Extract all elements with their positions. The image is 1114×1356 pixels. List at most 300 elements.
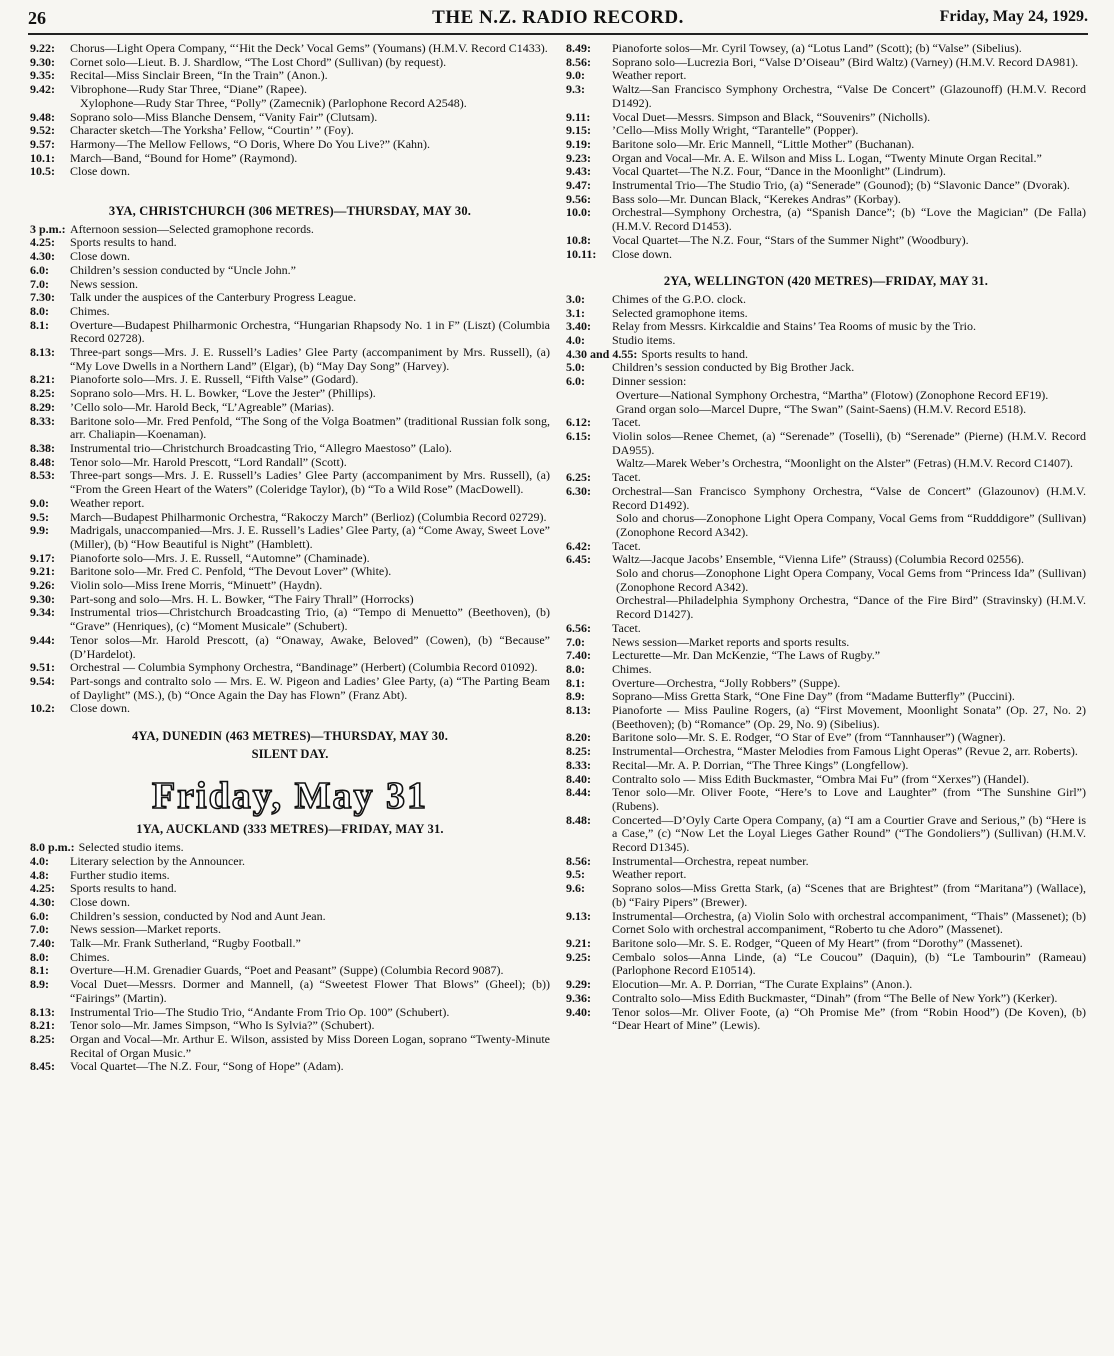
program-entry (566, 855, 1086, 869)
entry-time: 9.25: (566, 949, 591, 964)
entry-time: 5.0: (566, 360, 585, 375)
entry-text: March—Band, “Bound for Home” (Raymond). (70, 150, 298, 165)
entry-time: 8.25: (30, 386, 55, 401)
entry-text: Baritone solo—Mr. Eric Mannell, “Little Mother” (Buchanan). (612, 136, 915, 151)
entry-text: Close down. (70, 701, 130, 716)
program-entry (566, 745, 1086, 759)
entries-2ya-friday (566, 293, 1086, 1033)
entry-time: 6.42: (566, 538, 591, 553)
entry-time: 8.0: (30, 303, 49, 318)
program-entry (566, 786, 1086, 813)
program-entry (30, 124, 550, 138)
program-entry (30, 702, 550, 716)
header-rule (28, 33, 1088, 35)
program-entry (566, 124, 1086, 138)
program-entry (566, 1006, 1086, 1033)
entry-text: ’Cello solo—Mr. Harold Beck, “L’Agreable” (Marias). (70, 399, 335, 414)
program-sub-item: Solo and chorus—Zonophone Light Opera Company, Vocal Gems from “Rudddigore” (Sullivan) (Zonophone Record A342). (616, 511, 1086, 539)
entry-time: 9.9: (30, 523, 49, 538)
entry-text: Chimes of the G.P.O. clock. (612, 291, 746, 306)
program-entry (30, 264, 550, 278)
entry-time: 9.34: (30, 605, 55, 620)
program-entry (566, 882, 1086, 909)
program-entry (30, 223, 550, 237)
entry-time: 8.0: (30, 949, 49, 964)
entry-text: Baritone solo—Mr. Fred C. Penfold, “The Devout Lover” (White). (70, 564, 392, 579)
entry-text: Afternoon session—Selected gramophone records. (70, 221, 314, 236)
program-entry (30, 951, 550, 965)
entry-text: Vibrophone—Rudy Star Three, “Diane” (Rapee). (70, 82, 307, 97)
entry-text: Chimes. (70, 949, 110, 964)
entry-text: Waltz—Jacque Jacobs’ Ensemble, “Vienna Life” (Strauss) (Columbia Record 02556). (612, 552, 1024, 567)
entry-time: 4.0: (30, 853, 49, 868)
entry-text: Instrumental—Orchestra, repeat number. (612, 853, 809, 868)
entry-time: 9.29: (566, 977, 591, 992)
entry-time: 8.53: (30, 468, 55, 483)
program-entry (30, 1060, 550, 1074)
program-entry (566, 83, 1086, 110)
entry-time: 8.29: (30, 399, 55, 414)
entry-time: 8.40: (566, 771, 591, 786)
program-entry (30, 291, 550, 305)
entry-text: Tacet. (612, 620, 641, 635)
entry-time: 3 p.m.: (30, 221, 66, 236)
entry-text: Waltz—San Francisco Symphony Orchestra, “Valse De Concert” (Glazounoff) (H.M.V. Record D1492). (612, 82, 1086, 110)
entry-time: 6.0: (30, 262, 49, 277)
entry-time: 8.56: (566, 54, 591, 69)
entry-time: 4.30: (30, 894, 55, 909)
entry-text: Tacet. (612, 538, 641, 553)
program-entry (30, 401, 550, 415)
entry-time: 8.44: (566, 785, 591, 800)
program-entry (30, 83, 550, 97)
entry-time: 6.30: (566, 483, 591, 498)
entry-time: 7.30: (30, 290, 55, 305)
entry-time: 9.23: (566, 150, 591, 165)
entry-text: Orchestral—Symphony Orchestra, (a) “Spanish Dance”; (b) “Love the Magician” (De Falla) (H.M.V. Record D1453). (612, 205, 1086, 234)
program-entry (30, 896, 550, 910)
entry-text: Children’s session conducted by Big Brother Jack. (612, 360, 855, 375)
program-entry (566, 165, 1086, 179)
entry-text: Instrumental—Orchestra, “Master Melodies from Famous Light Operas” (Revue 2, arr. Roberts). (612, 744, 1078, 759)
program-entry (30, 373, 550, 387)
program-entry (566, 731, 1086, 745)
entry-time: 7.0: (566, 634, 585, 649)
entry-time: 9.52: (30, 123, 55, 138)
program-entry (30, 346, 550, 373)
section-heading-1ya: 1YA, AUCKLAND (333 METRES)—FRIDAY, MAY 31. (136, 822, 444, 837)
entry-text: Instrumental trio—Christchurch Broadcasting Trio, “Allegro Maestoso” (Lalo). (70, 440, 452, 455)
entry-time: 9.43: (566, 164, 591, 179)
program-entry (30, 923, 550, 937)
entry-time: 7.0: (30, 922, 49, 937)
entry-time: 9.22: (30, 41, 55, 55)
entry-text: Further studio items. (70, 867, 170, 882)
entry-text: Tacet. (612, 470, 641, 485)
program-entry (30, 524, 550, 551)
entry-time: 7.0: (30, 276, 49, 291)
entry-text: Elocution—Mr. A. P. Dorrian, “The Curate Explains” (Anon.). (612, 977, 913, 992)
entry-text: Tacet. (612, 415, 641, 430)
entry-text: Contralto solo — Miss Edith Buckmaster, “Ombra Mai Fu” (from “Xerxes”) (Handel). (612, 771, 1030, 786)
entry-text: Chorus—Light Opera Company, “‘Hit the Deck’ Vocal Gems” (Youmans) (H.M.V. Record C1433). (70, 41, 548, 55)
entry-text: Weather report. (612, 867, 687, 882)
entry-text: Soprano solo—Mrs. H. L. Bowker, “Love the Jester” (Phillips). (70, 386, 376, 401)
entry-text: Three-part songs—Mrs. J. E. Russell’s Ladies’ Glee Party (accompaniment by Mrs. Russell), (a) “My Love Dwells in a Northern Land” (Elgar), (b) “May Day Song” (Harvey). (70, 345, 550, 373)
entries-1ya-thursday-continued (30, 42, 550, 179)
entry-time: 9.44: (30, 632, 55, 647)
entry-text: Tenor solo—Mr. James Simpson, “Who Is Sylvia?” (Schubert). (70, 1018, 375, 1033)
program-entry (566, 138, 1086, 152)
entry-text: Instrumental Trio—The Studio Trio, (a) “Senerade” (Gounod); (b) “Slavonic Dance” (Dvorak). (612, 178, 1070, 193)
entry-text: Instrumental trios—Christchurch Broadcasting Trio, (a) “Tempo di Menuetto” (Beethoven), (b) “Grave” (Henriques), (c) “Moment Musicale” (Schubert). (70, 605, 550, 634)
entry-text: Tenor solo—Mr. Oliver Foote, “Here’s to Love and Laughter” (from “The Sunshine Girl”) (Rubens). (612, 785, 1086, 813)
entry-text: News session. (70, 276, 138, 291)
program-entry (30, 869, 550, 883)
entry-text: Cembalo solos—Anna Linde, (a) “Le Coucou” (Daquin), (b) “Le Tambourin” (Rameau) (Parlophone Record E10514). (612, 949, 1086, 978)
program-entry (566, 951, 1086, 978)
entry-text: Vocal Quartet—The N.Z. Four, “Dance in the Moonlight” (Lindrum). (612, 164, 946, 179)
entry-time: 4.25: (30, 235, 55, 250)
entry-text: Baritone solo—Mr. S. E. Rodger, “O Star of Eve” (from “Tannhauser”) (Wagner). (612, 730, 1006, 745)
entry-time: 8.13: (30, 345, 55, 360)
program-entry (566, 540, 1086, 554)
program-entry (30, 415, 550, 442)
entry-time: 9.48: (30, 109, 55, 124)
entry-time: 8.0 p.m.: (30, 840, 75, 855)
entry-text: Weather report. (70, 495, 145, 510)
program-entry (566, 334, 1086, 348)
program-entry (30, 152, 550, 166)
entry-text: Instrumental—Orchestra, (a) Violin Solo with orchestral accompaniment, “Thais” (Massenet); (b) Cornet Solo with orchestral accompaniment, “Roberto tu che Adoro” (Massenet). (612, 908, 1086, 937)
entry-text: Vocal Quartet—The N.Z. Four, “Stars of the Summer Night” (Woodbury). (612, 232, 969, 247)
program-entry (566, 152, 1086, 166)
entry-text: Lecturette—Mr. Dan McKenzie, “The Laws of Rugby.” (612, 648, 881, 663)
program-entry (30, 1006, 550, 1020)
program-entry (30, 593, 550, 607)
entry-time: 6.12: (566, 415, 591, 430)
entry-text: Sports results to hand. (70, 881, 177, 896)
entries-1ya-friday-continued (566, 42, 1086, 261)
program-sub-item: Overture—National Symphony Orchestra, “Martha” (Flotow) (Zonophone Record EF19). (616, 387, 1049, 402)
entry-time: 9.36: (566, 990, 591, 1005)
entry-text: Soprano solo—Lucrezia Bori, “Valse D’Oiseau” (Bird Waltz) (Varney) (H.M.V. Record DA981). (612, 54, 1079, 69)
entry-time: 8.21: (30, 372, 55, 387)
entry-time: 8.20: (566, 730, 591, 745)
program-entry (566, 937, 1086, 951)
entry-time: 8.48: (566, 812, 591, 827)
entry-time: 10.11: (566, 246, 597, 261)
entry-time: 8.13: (566, 703, 591, 718)
entry-text: Baritone solo—Mr. S. E. Rodger, “Queen of My Heart” (from “Dorothy” (Massenet). (612, 936, 1023, 950)
program-entry (566, 773, 1086, 787)
entry-text: Close down. (70, 164, 130, 179)
entry-time: 6.56: (566, 620, 591, 635)
entry-time: 6.45: (566, 552, 591, 567)
entry-text: Pianoforte solo—Mrs. J. E. Russell, “Automne” (Chaminade). (70, 550, 370, 565)
entry-text: March—Budapest Philharmonic Orchestra, “Rakoczy March” (Berlioz) (Columbia Record 02729). (70, 509, 547, 524)
program-entry (566, 56, 1086, 70)
program-entry (30, 634, 550, 661)
entry-time: 6.15: (566, 428, 591, 443)
program-entry (30, 42, 550, 56)
entry-text: Recital—Miss Sinclair Breen, “In the Train” (Anon.). (70, 68, 328, 83)
entry-text: Vocal Duet—Messrs. Dormer and Mannell, (a) “Sweetest Flower That Blows” (Gheel); (b)) “Fairings” (Martin). (70, 977, 550, 1005)
entry-text: Vocal Quartet—The N.Z. Four, “Song of Hope” (Adam). (70, 1059, 344, 1074)
left-column (30, 42, 550, 1074)
entry-text: Pianoforte solos—Mr. Cyril Towsey, (a) “Lotus Land” (Scott); (b) “Valse” (Sibelius). (612, 41, 1022, 55)
program-entry (566, 361, 1086, 375)
entry-time: 8.9: (566, 689, 585, 704)
entries-3ya-thursday (30, 223, 550, 716)
program-sub-item: Xylophone—Rudy Star Three, “Polly” (Zamecnik) (Parlophone Record A2548). (80, 95, 467, 110)
entry-text: Madrigals, unaccompanied—Mrs. J. E. Russell’s Ladies’ Glee Party, (a) “Come Away, Sweet Love” (Miller), (b) “How Beautiful is Night” (Hamblett). (70, 523, 550, 551)
program-entry (30, 910, 550, 924)
program-entry (30, 442, 550, 456)
entry-text: Contralto solo—Miss Edith Buckmaster, “Dinah” (from “The Belle of New York”) (Kerker). (612, 990, 1058, 1005)
program-entry (566, 868, 1086, 882)
entry-text: Tenor solo—Mr. Harold Prescott, “Lord Randall” (Scott). (70, 454, 347, 469)
right-column (566, 42, 1086, 1033)
entry-time: 7.40: (566, 648, 591, 663)
program-entry (30, 278, 550, 292)
program-entry (566, 375, 1086, 389)
program-entry (30, 69, 550, 83)
entry-time: 8.45: (30, 1059, 55, 1074)
program-entry (30, 1019, 550, 1033)
entry-time: 8.9: (30, 977, 49, 992)
program-entry (30, 138, 550, 152)
entry-time: 6.25: (566, 470, 591, 485)
entry-text: Close down. (612, 246, 672, 261)
section-heading-4ya: 4YA, DUNEDIN (463 METRES)—THURSDAY, MAY 30. (131, 729, 449, 744)
entry-text: Selected studio items. (78, 840, 184, 855)
entry-text: Children’s session, conducted by Nod and Aunt Jean. (70, 908, 326, 923)
entry-time: 10.1: (30, 150, 55, 165)
program-entry (30, 511, 550, 525)
section-heading-2ya: 2YA, WELLINGTON (420 METRES)—FRIDAY, MAY 31. (663, 274, 989, 289)
entry-time: 9.57: (30, 136, 55, 151)
program-entry (30, 250, 550, 264)
entry-time: 8.1: (30, 317, 49, 332)
entry-text: Selected gramophone items. (612, 305, 748, 320)
program-entry (30, 56, 550, 70)
program-entry (566, 42, 1086, 56)
program-entry (30, 469, 550, 496)
entry-time: 8.0: (566, 661, 585, 676)
program-entry (30, 661, 550, 675)
program-entry (566, 348, 1086, 362)
silent-day-note: SILENT DAY. (251, 746, 329, 761)
entry-time: 10.5: (30, 164, 55, 179)
program-sub-item: Grand organ solo—Marcel Dupre, “The Swan” (Saint-Saens) (H.M.V. Record E518). (616, 401, 1027, 416)
program-entry (30, 606, 550, 633)
entry-time: 9.5: (566, 867, 585, 882)
program-entry (30, 552, 550, 566)
program-entry (566, 978, 1086, 992)
entry-text: Part-song and solo—Mrs. H. L. Bowker, “The Fairy Thrall” (Horrocks) (70, 591, 414, 606)
entry-time: 3.40: (566, 319, 591, 334)
entry-time: 7.40: (30, 936, 55, 951)
entry-time: 8.25: (30, 1032, 55, 1046)
program-entry (30, 236, 550, 250)
entry-time: 9.30: (30, 591, 55, 606)
entry-text: Orchestral — Columbia Symphony Orchestra, “Bandinage” (Herbert) (Columbia Record 01092). (70, 660, 538, 675)
entries-1ya-friday (30, 841, 550, 1074)
entry-time: 9.21: (30, 564, 55, 579)
program-entry (566, 649, 1086, 663)
page-header (28, 6, 1088, 32)
entry-text: Literary selection by the Announcer. (70, 853, 245, 868)
entry-time: 9.5: (30, 509, 49, 524)
entry-text: Soprano solos—Miss Gretta Stark, (a) “Scenes that are Brightest” (from “Maritana”) (Wallace), (b) “Fairy Pipers” (Brewer). (612, 881, 1086, 909)
entry-text: Tenor solos—Mr. Oliver Foote, (a) “Oh Promise Me” (from “Robin Hood”) (De Koven), (b) “Dear Heart of Mine” (Lewis). (612, 1004, 1086, 1033)
program-entry (30, 319, 550, 346)
entry-text: Violin solo—Miss Irene Morris, “Minuett” (Haydn). (70, 578, 323, 593)
entry-time: 9.42: (30, 82, 55, 97)
program-entry (30, 579, 550, 593)
entry-time: 8.25: (566, 744, 591, 759)
entry-time: 6.0: (30, 908, 49, 923)
entry-text: Sports results to hand. (70, 235, 177, 250)
program-entry (566, 430, 1086, 457)
entry-text: Baritone solo—Mr. Fred Penfold, “The Song of the Volga Boatmen” (traditional Russian folk song, arr. Chaliapin—Koenaman). (70, 413, 550, 442)
program-entry (566, 111, 1086, 125)
program-entry (566, 622, 1086, 636)
program-entry (566, 814, 1086, 855)
entry-text: Weather report. (612, 68, 687, 83)
program-entry (30, 456, 550, 470)
entry-time: 10.2: (30, 701, 55, 716)
entry-text: Soprano—Miss Gretta Stark, “One Fine Day” (from “Madame Butterfly” (Puccini). (612, 689, 1015, 704)
entry-text: Sports results to hand. (641, 346, 749, 361)
program-entry (566, 193, 1086, 207)
entry-time: 3.0: (566, 291, 585, 306)
entry-text: Cornet solo—Lieut. B. J. Shardlow, “The Lost Chord” (Sullivan) (by request). (70, 54, 447, 69)
entry-text: Overture—Budapest Philharmonic Orchestra, “Hungarian Rhapsody No. 1 in F” (Liszt) (Columbia Record 02728). (70, 317, 550, 346)
entry-time: 9.56: (566, 191, 591, 206)
entry-text: Pianoforte — Miss Pauline Rogers, (a) “First Movement, Moonlight Sonata” (Op. 27, No. 2) (Beethoven); (b) “Romance” (Op. 29, No. 9) (Sibelius). (612, 703, 1086, 731)
program-entry (566, 553, 1086, 567)
page-number: 26 (28, 8, 46, 28)
entry-time: 4.25: (30, 881, 55, 896)
entry-time: 8.56: (566, 853, 591, 868)
entry-text: Overture—Orchestra, “Jolly Robbers” (Suppe). (612, 675, 841, 690)
entry-time: 8.21: (30, 1018, 55, 1033)
entry-time: 4.8: (30, 867, 49, 882)
entry-text: Concerted—D’Oyly Carte Opera Company, (a) “I am a Courtier Grave and Serious,” (b) “Here is a Case,” (c) “Now Let the Loyal Lieges Gather Round” (“The Gondoliers”) (Sullivan) (H.M.V. Record D1345). (612, 812, 1086, 855)
entry-time: 8.49: (566, 41, 591, 55)
day-title: Friday, May 31 (151, 775, 429, 818)
entry-text: Harmony—The Mellow Fellows, “O Doris, Where Do You Live?” (Kahn). (70, 136, 431, 151)
program-sub-item: Solo and chorus—Zonophone Light Opera Company, Vocal Gems from “Princess Ida” (Sullivan) (Zonophone Record A342). (616, 566, 1086, 594)
program-entry (30, 855, 550, 869)
program-entry (566, 910, 1086, 937)
entry-text: News session—Market reports and sports results. (612, 634, 850, 649)
entry-time: 3.1: (566, 305, 585, 320)
entry-time: 9.30: (30, 54, 55, 69)
program-entry (30, 882, 550, 896)
program-entry (30, 497, 550, 511)
entry-text: News session—Market reports. (70, 922, 221, 937)
program-entry (566, 471, 1086, 485)
program-entry (566, 307, 1086, 321)
program-entry (566, 69, 1086, 83)
entry-text: Children’s session conducted by “Uncle John.” (70, 262, 296, 277)
entry-text: Relay from Messrs. Kirkcaldie and Stains’ Tea Rooms of music by the Trio. (612, 319, 977, 334)
program-entry (566, 485, 1086, 512)
entry-time: 9.17: (30, 550, 55, 565)
section-heading-3ya: 3YA, CHRISTCHURCH (306 METRES)—THURSDAY, MAY 30. (108, 204, 472, 219)
program-sub-item: Orchestral—Philadelphia Symphony Orchestra, “Dance of the Fire Bird” (Stravinsky) (H.M.V. Record D1427). (616, 593, 1086, 622)
entry-time: 4.30: (30, 249, 55, 264)
program-entry (30, 111, 550, 125)
entry-text: Soprano solo—Miss Blanche Densem, “Vanity Fair” (Clutsam). (70, 109, 378, 124)
entry-time: 8.48: (30, 454, 55, 469)
entry-time: 9.6: (566, 881, 585, 896)
entry-text: Chimes. (70, 303, 110, 318)
entry-time: 8.13: (30, 1004, 55, 1019)
entry-text: Character sketch—The Yorksha’ Fellow, “Courtin’ ” (Foy). (70, 123, 354, 138)
entry-time: 6.0: (566, 374, 585, 389)
entry-time: 9.19: (566, 136, 591, 151)
issue-date: Friday, May 24, 1929. (939, 8, 1088, 25)
program-entry (30, 937, 550, 951)
program-entry (30, 165, 550, 179)
entry-text: Three-part songs—Mrs. J. E. Russell’s Ladies’ Glee Party (accompaniment by Mrs. Russell), (a) “From the Green Heart of the Waters” (Coleridge Taylor), (b) “To a Wild Rose” (MacDowell). (70, 468, 550, 497)
entry-time: 8.33: (30, 413, 55, 428)
program-entry (566, 206, 1086, 233)
program-entry (566, 677, 1086, 691)
entry-time: 9.13: (566, 908, 591, 923)
program-entry (30, 387, 550, 401)
entry-time: 9.54: (30, 673, 55, 688)
entry-time: 4.0: (566, 333, 585, 348)
program-entry (30, 978, 550, 1005)
program-entry (30, 964, 550, 978)
entry-time: 9.11: (566, 109, 591, 124)
entry-text: Recital—Mr. A. P. Dorrian, “The Three Kings” (Longfellow). (612, 757, 909, 772)
entry-text: Part-songs and contralto solo — Mrs. E. W. Pigeon and Ladies’ Glee Party, (a) “The Parting Beam of Daylight” (MS.), (b) “Once Again the Day has Flown” (Franz Abt). (70, 673, 550, 702)
entry-text: Organ and Vocal—Mr. Arthur E. Wilson, assisted by Miss Doreen Logan, soprano “Twenty-Minute Recital of Organ Music.” (70, 1032, 550, 1060)
entry-time: 8.1: (30, 963, 49, 978)
program-entry (566, 663, 1086, 677)
program-entry (566, 704, 1086, 731)
publication-title: THE N.Z. RADIO RECORD. (432, 7, 684, 28)
entry-time: 9.0: (566, 68, 585, 83)
entry-text: Studio items. (612, 333, 676, 348)
entry-text: Dinner session: (612, 374, 687, 389)
entry-text: Close down. (70, 249, 130, 264)
entry-text: Overture—H.M. Grenadier Guards, “Poet and Peasant” (Suppe) (Columbia Record 9087). (70, 963, 504, 978)
entry-text: Vocal Duet—Messrs. Simpson and Black, “Souvenirs” (Nicholls). (612, 109, 931, 124)
entry-text: Violin solos—Renee Chemet, (a) “Serenade” (Toselli), (b) “Serenade” (Pierne) (H.M.V. Record DA955). (612, 428, 1086, 457)
program-entry (566, 636, 1086, 650)
entry-text: Orchestral—San Francisco Symphony Orchestra, “Valse de Concert” (Glazounov) (H.M.V. Record D1492). (612, 483, 1086, 512)
entry-time: 10.0: (566, 205, 591, 220)
entry-time: 8.33: (566, 757, 591, 772)
entry-time: 9.51: (30, 660, 55, 675)
program-entry (566, 416, 1086, 430)
program-entry (566, 759, 1086, 773)
program-entry (566, 234, 1086, 248)
entry-text: Bass solo—Mr. Duncan Black, “Kerekes Andras” (Korbay). (612, 191, 901, 206)
program-entry (566, 179, 1086, 193)
entry-text: Chimes. (612, 661, 652, 676)
program-entry (566, 992, 1086, 1006)
entry-time: 9.21: (566, 936, 591, 950)
entry-time: 8.1: (566, 675, 585, 690)
